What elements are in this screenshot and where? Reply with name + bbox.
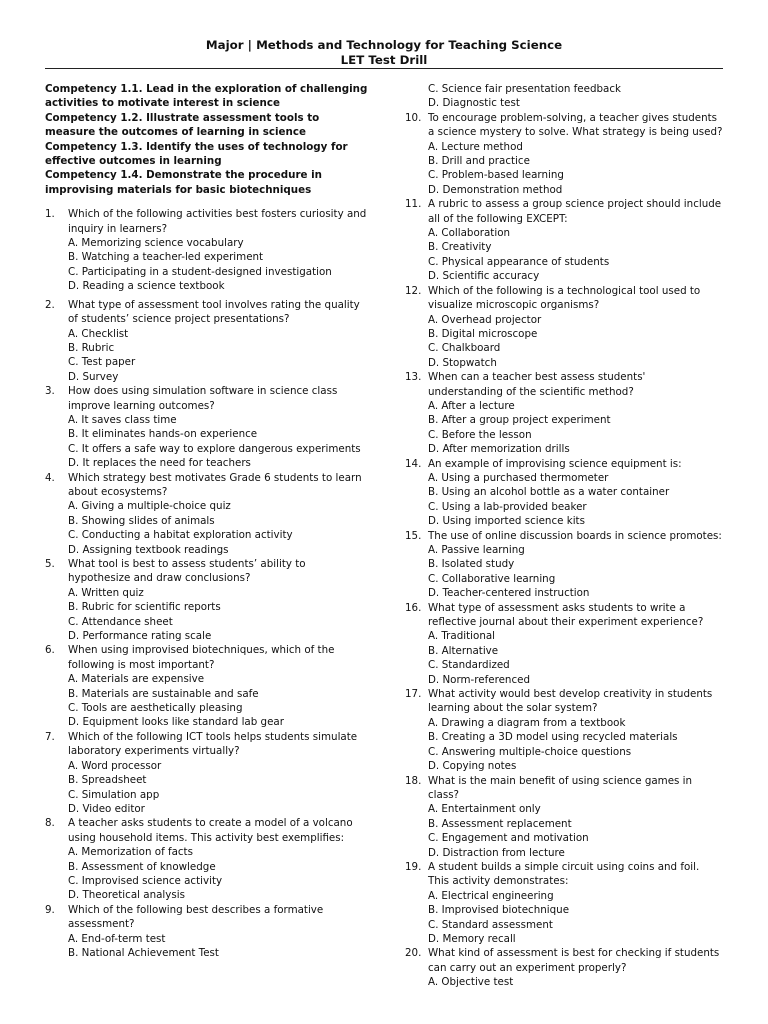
option: A. Memorization of facts: [68, 846, 193, 859]
option: B. Materials are sustainable and safe: [68, 687, 259, 700]
question-number: 8.: [45, 817, 55, 830]
option: C. Using a lab-provided beaker: [428, 500, 587, 513]
option: C. Before the lesson: [428, 428, 532, 441]
option: D. Reading a science textbook: [68, 280, 225, 293]
option: C. Participating in a student-designed investigation: [68, 265, 332, 278]
question-item: [405, 197, 723, 283]
option: D. Video editor: [68, 802, 145, 815]
header-divider: [45, 68, 723, 69]
question-item: [405, 774, 723, 860]
question-item: [45, 557, 370, 643]
question-text: What tool is best to assess students’ ability to hypothesize and draw conclusions?: [68, 558, 306, 585]
question-number: 6.: [45, 644, 55, 657]
competency-item: Competency 1.1. Lead in the exploration of challenging activities to motivate interest in science: [45, 83, 368, 110]
question-number: 18.: [405, 774, 422, 787]
option: C. It offers a safe way to explore dangerous experiments: [68, 442, 361, 455]
option: B. Digital microscope: [428, 327, 538, 340]
question-text: A teacher asks students to create a model of a volcano using household items. This activity best exemplifies:: [68, 817, 353, 844]
page-subtitle: LET Test Drill: [340, 52, 428, 67]
option: D. Stopwatch: [428, 356, 497, 369]
option: A. Collaboration: [428, 227, 511, 240]
question-item: [45, 643, 370, 729]
question-number: 17.: [405, 688, 422, 701]
option: A. Electrical engineering: [428, 889, 554, 902]
option: B. Rubric for scientific reports: [68, 601, 221, 614]
question-text: What type of assessment asks students to write a reflective journal about their experiment experience?: [428, 601, 704, 629]
question-number: 12.: [405, 284, 422, 297]
question-number: 11.: [405, 198, 422, 211]
option: B. Rubric: [68, 341, 115, 354]
option: C. Attendance sheet: [68, 615, 173, 628]
option: B. Isolated study: [428, 558, 515, 571]
question-text: When using improvised biotechniques, which of the following is most important?: [68, 644, 335, 671]
question-number: 10.: [405, 111, 422, 124]
option: C. Standard assessment: [428, 918, 553, 931]
option: C. Answering multiple-choice questions: [428, 745, 632, 758]
option: B. National Achievement Test: [68, 946, 219, 959]
option: D. It replaces the need for teachers: [68, 457, 251, 470]
question-number: 9.: [45, 903, 55, 916]
option: A. Entertainment only: [428, 803, 541, 816]
option: B. Assessment of knowledge: [68, 860, 216, 873]
question-text: To encourage problem-solving, a teacher gives students a science mystery to solve. What strategy is being used?: [428, 111, 723, 139]
question-item: [45, 207, 370, 293]
option: C. Chalkboard: [428, 342, 501, 355]
option: D. Memory recall: [428, 932, 516, 945]
option: A. It saves class time: [68, 413, 177, 426]
question-item: [405, 529, 723, 601]
option: D. Equipment looks like standard lab gear: [68, 716, 284, 729]
option: C. Conducting a habitat exploration activity: [68, 529, 293, 542]
option: C. Collaborative learning: [428, 572, 556, 585]
option: D. Survey: [68, 370, 119, 383]
question-number: 1.: [45, 208, 55, 221]
question-item: [45, 471, 370, 557]
competency-list: [45, 82, 370, 197]
option: A. Using a purchased thermometer: [428, 471, 609, 484]
question-item: [405, 860, 723, 946]
option: C. Improvised science activity: [68, 874, 223, 887]
option: D. Norm-referenced: [428, 673, 530, 686]
option: A. After a lecture: [428, 399, 515, 412]
option: A. Traditional: [428, 630, 496, 643]
option: D. Assigning textbook readings: [68, 543, 229, 556]
question-item: [405, 457, 723, 529]
right-column: [405, 82, 723, 990]
option: C. Simulation app: [68, 788, 160, 801]
option: B. It eliminates hands-on experience: [68, 428, 258, 441]
question-item: [405, 284, 723, 370]
question-text: Which of the following is a technological tool used to visualize microscopic organisms?: [428, 284, 701, 312]
option: A. End-of-term test: [68, 932, 166, 945]
option: B. Spreadsheet: [68, 774, 147, 787]
option: B. Creativity: [428, 241, 492, 254]
option: A. Lecture method: [428, 140, 523, 153]
option: A. Drawing a diagram from a textbook: [428, 716, 626, 729]
question-number: 19.: [405, 860, 422, 873]
question-text: A rubric to assess a group science project should include all of the following EXCEPT:: [428, 198, 722, 225]
right-question-list: [405, 111, 723, 990]
question-text: The use of online discussion boards in science promotes:: [428, 529, 722, 542]
option: D. Using imported science kits: [428, 515, 585, 528]
continued-options: [405, 82, 723, 111]
option: B. Creating a 3D model using recycled materials: [428, 731, 678, 744]
question-number: 13.: [405, 371, 422, 384]
option: D. Copying notes: [428, 760, 517, 773]
option: A. Giving a multiple-choice quiz: [68, 500, 231, 513]
option: D. Demonstration method: [428, 183, 563, 196]
question-text: What kind of assessment is best for checking if students can carry out an experiment properly?: [428, 947, 720, 974]
page-header: [45, 38, 723, 67]
question-number: 15.: [405, 529, 422, 542]
question-text: How does using simulation software in science class improve learning outcomes?: [68, 385, 338, 412]
option: C. Tools are aesthetically pleasing: [68, 702, 243, 715]
question-text: A student builds a simple circuit using coins and foil. This activity demonstrates:: [428, 860, 700, 888]
option: B. Drill and practice: [428, 155, 530, 168]
option: C. Engagement and motivation: [428, 832, 589, 845]
question-text: An example of improvising science equipment is:: [428, 457, 682, 470]
question-text: Which of the following best describes a formative assessment?: [68, 903, 324, 931]
question-item: [405, 946, 723, 989]
option: C. Physical appearance of students: [428, 255, 610, 268]
question-number: 4.: [45, 471, 55, 484]
question-text: When can a teacher best assess students' understanding of the scientific method?: [428, 371, 646, 398]
left-question-list: [45, 207, 370, 960]
option: D. Diagnostic test: [428, 97, 520, 110]
option: A. Written quiz: [68, 586, 144, 599]
option: C. Problem-based learning: [428, 169, 564, 182]
left-column: [45, 82, 370, 960]
question-item: [45, 384, 370, 470]
option: D. Teacher-centered instruction: [428, 587, 590, 600]
competency-item: Competency 1.3. Identify the uses of technology for effective outcomes in learning: [45, 140, 348, 168]
option: D. Theoretical analysis: [68, 889, 185, 902]
option: B. Using an alcohol bottle as a water container: [428, 486, 670, 499]
question-item: [45, 298, 370, 384]
question-number: 16.: [405, 601, 422, 614]
page-title: Major | Methods and Technology for Teaching Science: [205, 38, 563, 52]
option: A. Passive learning: [428, 544, 525, 556]
option: A. Materials are expensive: [68, 673, 205, 686]
question-number: 3.: [45, 385, 55, 398]
question-item: [45, 816, 370, 902]
question-text: Which strategy best motivates Grade 6 students to learn about ecosystems?: [68, 471, 362, 498]
option: A. Objective test: [428, 976, 514, 989]
question-number: 20.: [405, 947, 422, 960]
question-item: [405, 111, 723, 197]
question-text: Which of the following activities best fosters curiosity and inquiry in learners?: [68, 208, 367, 235]
option: A. Word processor: [68, 759, 162, 772]
option: A. Checklist: [68, 327, 129, 340]
option: B. Improvised biotechnique: [428, 904, 570, 917]
option: B. Showing slides of animals: [68, 514, 215, 527]
question-number: 7.: [45, 730, 55, 743]
option: D. Scientific accuracy: [428, 270, 540, 283]
competency-item: Competency 1.2. Illustrate assessment tools to measure the outcomes of learning in science: [45, 111, 320, 139]
option: C. Science fair presentation feedback: [428, 83, 621, 95]
option: B. Assessment replacement: [428, 817, 572, 830]
option: D. Distraction from lecture: [428, 846, 565, 859]
option: A. Memorizing science vocabulary: [68, 237, 244, 250]
question-number: 5.: [45, 558, 55, 570]
option: A. Overhead projector: [428, 313, 542, 326]
option: B. Alternative: [428, 644, 499, 657]
competency-item: Competency 1.4. Demonstrate the procedure in improvising materials for basic biotechniques: [45, 169, 322, 196]
question-number: 2.: [45, 298, 55, 311]
option: B. Watching a teacher-led experiment: [68, 251, 264, 264]
option: B. After a group project experiment: [428, 414, 611, 427]
option: C. Test paper: [68, 356, 136, 369]
question-text: What is the main benefit of using science games in class?: [428, 774, 693, 801]
question-item: [45, 903, 370, 961]
question-text: Which of the following ICT tools helps students simulate laboratory experiments virtually?: [68, 730, 358, 758]
question-number: 14.: [405, 457, 422, 470]
question-item: [405, 687, 723, 773]
option: D. Performance rating scale: [68, 630, 212, 643]
question-item: [45, 730, 370, 816]
question-item: [405, 370, 723, 456]
option: D. After memorization drills: [428, 443, 570, 456]
question-text: What activity would best develop creativity in students learning about the solar system?: [428, 688, 713, 715]
option: C. Standardized: [428, 659, 510, 672]
question-item: [405, 601, 723, 687]
question-text: What type of assessment tool involves rating the quality of students’ science project presentations?: [68, 298, 360, 326]
